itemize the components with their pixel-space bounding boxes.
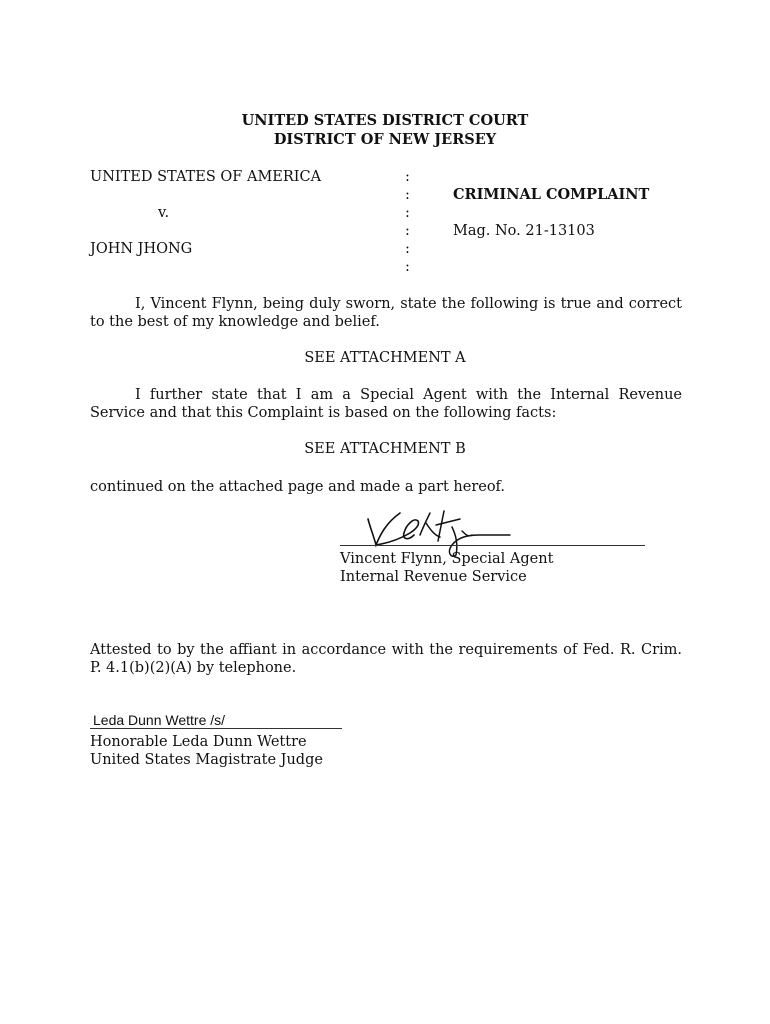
- caption-colon: :: [405, 259, 410, 275]
- caption-colon: :: [405, 205, 410, 221]
- affiant-agency: Internal Revenue Service: [340, 569, 527, 585]
- magistrate-number: Mag. No. 21-13103: [453, 223, 595, 239]
- judge-title: United States Magistrate Judge: [90, 752, 323, 768]
- attachment-b-reference: SEE ATTACHMENT B: [304, 441, 466, 457]
- attachment-a-reference: SEE ATTACHMENT A: [304, 350, 466, 366]
- judge-name: Honorable Leda Dunn Wettre: [90, 734, 307, 750]
- plaintiff-name: UNITED STATES OF AMERICA: [90, 169, 322, 185]
- versus-label: v.: [158, 205, 170, 221]
- defendant-name: JOHN JHONG: [90, 241, 193, 257]
- agent-statement: I further state that I am a Special Agent with the Internal Revenue Service and that this Complaint is based on the following facts:: [90, 387, 682, 421]
- judge-electronic-signature: Leda Dunn Wettre /s/: [93, 712, 226, 728]
- affiant-signature-line: [340, 545, 645, 546]
- sworn-statement: I, Vincent Flynn, being duly sworn, state the following is true and correct to the best of my knowledge and belief.: [90, 296, 682, 330]
- attestation-statement: Attested to by the affiant in accordance with the requirements of Fed. R. Crim. P. 4.1(b)(2)(A) by telephone.: [90, 642, 682, 676]
- caption-colon: :: [405, 241, 410, 257]
- document-type: CRIMINAL COMPLAINT: [453, 186, 650, 203]
- continuation-note: continued on the attached page and made a part hereof.: [90, 479, 506, 495]
- judge-signature-line: [90, 728, 342, 729]
- caption-colon: :: [405, 187, 410, 203]
- district-name: DISTRICT OF NEW JERSEY: [273, 131, 497, 148]
- caption-colon: :: [405, 169, 410, 185]
- court-name: UNITED STATES DISTRICT COURT: [241, 112, 529, 129]
- affiant-name-title: Vincent Flynn, Special Agent: [340, 551, 554, 567]
- caption-colon: :: [405, 223, 410, 239]
